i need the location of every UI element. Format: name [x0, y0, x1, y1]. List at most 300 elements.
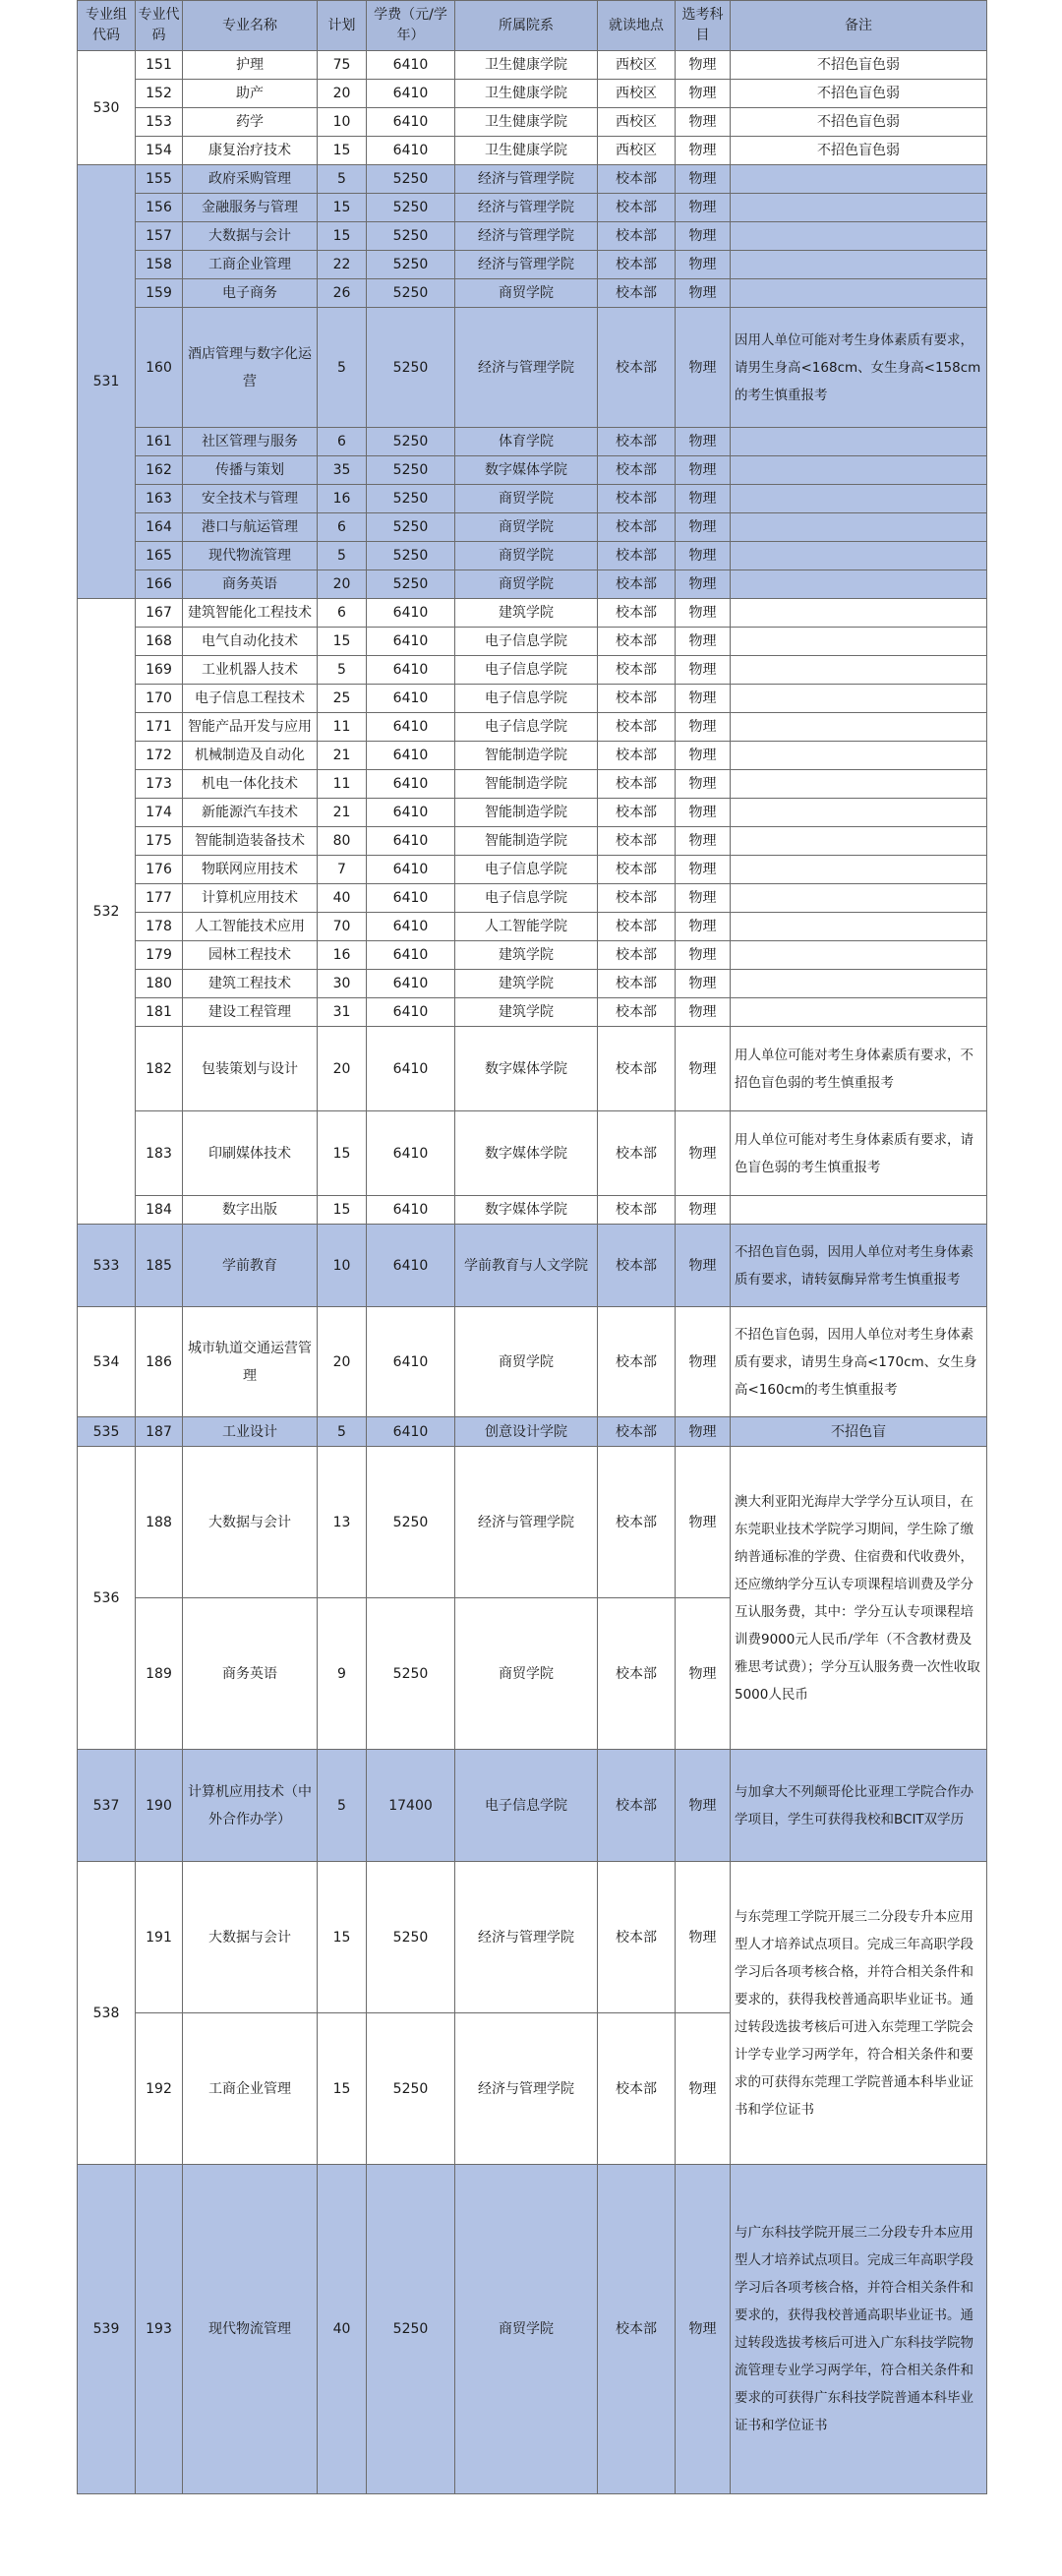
remark-cell: 因用人单位可能对考生身体素质有要求，请男生身高<168cm、女生身高<158cm的考生慎重报考	[731, 308, 987, 428]
campus-cell: 校本部	[598, 570, 676, 599]
college-cell: 数字媒体学院	[455, 456, 598, 485]
subject-cell: 物理	[676, 1862, 731, 2013]
fee-cell: 5250	[367, 308, 455, 428]
major-name-cell: 助产	[183, 80, 318, 108]
subject-cell: 物理	[676, 222, 731, 251]
campus-cell: 校本部	[598, 770, 676, 799]
table-row	[78, 998, 987, 1027]
subject-cell: 物理	[676, 941, 731, 970]
college-cell: 电子信息学院	[455, 685, 598, 713]
fee-cell: 5250	[367, 222, 455, 251]
major-code-cell: 169	[136, 656, 183, 685]
table-row	[78, 827, 987, 856]
group-code-cell: 538	[78, 1862, 136, 2165]
remark-cell	[731, 742, 987, 770]
remark-cell	[731, 456, 987, 485]
major-name-cell: 包装策划与设计	[183, 1027, 318, 1111]
campus-cell: 校本部	[598, 913, 676, 941]
fee-cell: 6410	[367, 685, 455, 713]
plan-cell: 70	[318, 913, 367, 941]
subject-cell: 物理	[676, 108, 731, 137]
header-remark: 备注	[731, 1, 987, 51]
table-row	[78, 913, 987, 941]
major-code-cell: 182	[136, 1027, 183, 1111]
fee-cell: 6410	[367, 913, 455, 941]
remark-cell: 澳大利亚阳光海岸大学学分互认项目，在东莞职业技术学院学习期间，学生除了缴纳普通标准的学费、住宿费和代收费外，还应缴纳学分互认专项课程培训费及学分互认服务费，其中：学分互认专项课程培训费9000元人民币/学年（不含教材费及雅思考试费）；学分互认服务费一次性收取5000人民币	[731, 1447, 987, 1750]
group-code-cell: 530	[78, 51, 136, 165]
major-name-cell: 园林工程技术	[183, 941, 318, 970]
plan-cell: 75	[318, 51, 367, 80]
group-code-cell: 532	[78, 599, 136, 1225]
fee-cell: 17400	[367, 1750, 455, 1862]
remark-cell	[731, 542, 987, 570]
fee-cell: 5250	[367, 2165, 455, 2494]
table-row	[78, 308, 987, 428]
subject-cell: 物理	[676, 80, 731, 108]
fee-cell: 6410	[367, 742, 455, 770]
major-code-cell: 178	[136, 913, 183, 941]
subject-cell: 物理	[676, 1447, 731, 1598]
major-name-cell: 电子信息工程技术	[183, 685, 318, 713]
remark-cell	[731, 970, 987, 998]
remark-cell: 不招色盲色弱	[731, 108, 987, 137]
major-code-cell: 187	[136, 1417, 183, 1447]
major-code-cell: 181	[136, 998, 183, 1027]
major-name-cell: 工业设计	[183, 1417, 318, 1447]
subject-cell: 物理	[676, 51, 731, 80]
campus-cell: 校本部	[598, 1111, 676, 1196]
subject-cell: 物理	[676, 251, 731, 279]
campus-cell: 校本部	[598, 1417, 676, 1447]
major-name-cell: 港口与航运管理	[183, 513, 318, 542]
major-code-cell: 175	[136, 827, 183, 856]
fee-cell: 6410	[367, 799, 455, 827]
campus-cell: 西校区	[598, 80, 676, 108]
major-code-cell: 153	[136, 108, 183, 137]
campus-cell: 校本部	[598, 251, 676, 279]
fee-cell: 6410	[367, 1307, 455, 1417]
major-name-cell: 智能产品开发与应用	[183, 713, 318, 742]
college-cell: 数字媒体学院	[455, 1027, 598, 1111]
major-name-cell: 物联网应用技术	[183, 856, 318, 884]
fee-cell: 6410	[367, 80, 455, 108]
subject-cell: 物理	[676, 194, 731, 222]
fee-cell: 5250	[367, 428, 455, 456]
campus-cell: 校本部	[598, 456, 676, 485]
table-row	[78, 485, 987, 513]
table-row	[78, 279, 987, 308]
major-code-cell: 162	[136, 456, 183, 485]
major-code-cell: 168	[136, 628, 183, 656]
major-code-cell: 173	[136, 770, 183, 799]
campus-cell: 校本部	[598, 194, 676, 222]
campus-cell: 校本部	[598, 2165, 676, 2494]
major-name-cell: 建筑工程技术	[183, 970, 318, 998]
subject-cell: 物理	[676, 770, 731, 799]
major-name-cell: 护理	[183, 51, 318, 80]
header-campus: 就读地点	[598, 1, 676, 51]
college-cell: 经济与管理学院	[455, 222, 598, 251]
remark-cell	[731, 222, 987, 251]
college-cell: 数字媒体学院	[455, 1111, 598, 1196]
major-name-cell: 电气自动化技术	[183, 628, 318, 656]
fee-cell: 5250	[367, 1598, 455, 1750]
subject-cell: 物理	[676, 1225, 731, 1307]
table-row	[78, 685, 987, 713]
major-name-cell: 商务英语	[183, 1598, 318, 1750]
college-cell: 经济与管理学院	[455, 308, 598, 428]
fee-cell: 6410	[367, 1027, 455, 1111]
college-cell: 电子信息学院	[455, 856, 598, 884]
college-cell: 卫生健康学院	[455, 137, 598, 165]
fee-cell: 5250	[367, 570, 455, 599]
plan-cell: 15	[318, 1111, 367, 1196]
campus-cell: 校本部	[598, 1027, 676, 1111]
table-row	[78, 2165, 987, 2494]
plan-cell: 7	[318, 856, 367, 884]
major-code-cell: 151	[136, 51, 183, 80]
major-name-cell: 建设工程管理	[183, 998, 318, 1027]
major-code-cell: 186	[136, 1307, 183, 1417]
campus-cell: 校本部	[598, 1307, 676, 1417]
remark-cell	[731, 770, 987, 799]
table-row	[78, 542, 987, 570]
campus-cell: 西校区	[598, 137, 676, 165]
table-row	[78, 1027, 987, 1111]
college-cell: 经济与管理学院	[455, 165, 598, 194]
fee-cell: 6410	[367, 770, 455, 799]
fee-cell: 5250	[367, 513, 455, 542]
major-code-cell: 154	[136, 137, 183, 165]
subject-cell: 物理	[676, 742, 731, 770]
major-name-cell: 现代物流管理	[183, 542, 318, 570]
fee-cell: 5250	[367, 165, 455, 194]
major-name-cell: 智能制造装备技术	[183, 827, 318, 856]
major-code-cell: 190	[136, 1750, 183, 1862]
table-row	[78, 1111, 987, 1196]
campus-cell: 西校区	[598, 51, 676, 80]
remark-cell: 与东莞理工学院开展三二分段专升本应用型人才培养试点项目。完成三年高职学段学习后各项考核合格，并符合相关条件和要求的，获得我校普通高职毕业证书。通过转段选拔考核后可进入东莞理工学院会计学专业学习两学年，符合相关条件和要求的可获得东莞理工学院普通本科毕业证书和学位证书	[731, 1862, 987, 2165]
fee-cell: 5250	[367, 456, 455, 485]
campus-cell: 校本部	[598, 742, 676, 770]
subject-cell: 物理	[676, 685, 731, 713]
college-cell: 创意设计学院	[455, 1417, 598, 1447]
plan-cell: 15	[318, 1862, 367, 2013]
major-code-cell: 192	[136, 2013, 183, 2165]
header-fee: 学费（元/学年）	[367, 1, 455, 51]
plan-cell: 15	[318, 2013, 367, 2165]
campus-cell: 校本部	[598, 1862, 676, 2013]
plan-cell: 15	[318, 222, 367, 251]
plan-cell: 5	[318, 1750, 367, 1862]
major-code-cell: 163	[136, 485, 183, 513]
major-code-cell: 176	[136, 856, 183, 884]
plan-cell: 40	[318, 884, 367, 913]
admission-plan-table	[77, 0, 987, 2494]
major-name-cell: 数字出版	[183, 1196, 318, 1225]
fee-cell: 6410	[367, 970, 455, 998]
campus-cell: 校本部	[598, 656, 676, 685]
college-cell: 智能制造学院	[455, 799, 598, 827]
remark-cell	[731, 941, 987, 970]
plan-cell: 6	[318, 599, 367, 628]
campus-cell: 校本部	[598, 856, 676, 884]
remark-cell: 不招色盲色弱，因用人单位对考生身体素质有要求，请转氨酶异常考生慎重报考	[731, 1225, 987, 1307]
table-row	[78, 1862, 987, 2013]
remark-cell	[731, 998, 987, 1027]
remark-cell	[731, 856, 987, 884]
plan-cell: 26	[318, 279, 367, 308]
remark-cell: 不招色盲色弱	[731, 51, 987, 80]
remark-cell	[731, 570, 987, 599]
campus-cell: 校本部	[598, 1598, 676, 1750]
table-row	[78, 80, 987, 108]
remark-cell	[731, 656, 987, 685]
major-name-cell: 康复治疗技术	[183, 137, 318, 165]
table-row	[78, 1307, 987, 1417]
major-name-cell: 新能源汽车技术	[183, 799, 318, 827]
campus-cell: 校本部	[598, 827, 676, 856]
subject-cell: 物理	[676, 485, 731, 513]
header-group-code: 专业组代码	[78, 1, 136, 51]
major-code-cell: 177	[136, 884, 183, 913]
group-code-cell: 537	[78, 1750, 136, 1862]
major-name-cell: 城市轨道交通运营管理	[183, 1307, 318, 1417]
table-header-row	[78, 1, 987, 51]
remark-cell	[731, 599, 987, 628]
table-row	[78, 970, 987, 998]
college-cell: 卫生健康学院	[455, 108, 598, 137]
remark-cell: 与广东科技学院开展三二分段专升本应用型人才培养试点项目。完成三年高职学段学习后各项考核合格，并符合相关条件和要求的，获得我校普通高职毕业证书。通过转段选拔考核后可进入广东科技学院物流管理专业学习两学年，符合相关条件和要求的可获得广东科技学院普通本科毕业证书和学位证书	[731, 2165, 987, 2494]
table-row	[78, 1447, 987, 1598]
plan-cell: 11	[318, 770, 367, 799]
group-code-cell: 531	[78, 165, 136, 599]
fee-cell: 6410	[367, 599, 455, 628]
fee-cell: 6410	[367, 51, 455, 80]
major-name-cell: 大数据与会计	[183, 1447, 318, 1598]
group-code-cell: 533	[78, 1225, 136, 1307]
table-row	[78, 222, 987, 251]
plan-cell: 5	[318, 308, 367, 428]
remark-cell	[731, 1196, 987, 1225]
subject-cell: 物理	[676, 1196, 731, 1225]
subject-cell: 物理	[676, 2013, 731, 2165]
major-name-cell: 建筑智能化工程技术	[183, 599, 318, 628]
remark-cell	[731, 251, 987, 279]
campus-cell: 校本部	[598, 599, 676, 628]
campus-cell: 校本部	[598, 485, 676, 513]
major-code-cell: 161	[136, 428, 183, 456]
major-name-cell: 人工智能技术应用	[183, 913, 318, 941]
college-cell: 商贸学院	[455, 279, 598, 308]
table-row	[78, 884, 987, 913]
remark-cell	[731, 485, 987, 513]
plan-cell: 25	[318, 685, 367, 713]
remark-cell	[731, 194, 987, 222]
fee-cell: 6410	[367, 108, 455, 137]
college-cell: 数字媒体学院	[455, 1196, 598, 1225]
college-cell: 智能制造学院	[455, 827, 598, 856]
major-code-cell: 160	[136, 308, 183, 428]
campus-cell: 校本部	[598, 279, 676, 308]
fee-cell: 5250	[367, 2013, 455, 2165]
major-name-cell: 大数据与会计	[183, 222, 318, 251]
subject-cell: 物理	[676, 1111, 731, 1196]
campus-cell: 校本部	[598, 713, 676, 742]
college-cell: 电子信息学院	[455, 656, 598, 685]
admission-plan-table-container	[77, 0, 986, 2494]
remark-cell	[731, 913, 987, 941]
subject-cell: 物理	[676, 165, 731, 194]
table-row	[78, 165, 987, 194]
fee-cell: 5250	[367, 194, 455, 222]
plan-cell: 20	[318, 80, 367, 108]
campus-cell: 校本部	[598, 513, 676, 542]
fee-cell: 6410	[367, 856, 455, 884]
remark-cell	[731, 827, 987, 856]
campus-cell: 校本部	[598, 542, 676, 570]
fee-cell: 6410	[367, 656, 455, 685]
subject-cell: 物理	[676, 827, 731, 856]
campus-cell: 西校区	[598, 108, 676, 137]
major-code-cell: 152	[136, 80, 183, 108]
plan-cell: 80	[318, 827, 367, 856]
college-cell: 商贸学院	[455, 485, 598, 513]
major-code-cell: 171	[136, 713, 183, 742]
major-name-cell: 商务英语	[183, 570, 318, 599]
college-cell: 经济与管理学院	[455, 194, 598, 222]
major-code-cell: 172	[136, 742, 183, 770]
major-code-cell: 167	[136, 599, 183, 628]
college-cell: 电子信息学院	[455, 884, 598, 913]
major-code-cell: 155	[136, 165, 183, 194]
major-code-cell: 174	[136, 799, 183, 827]
major-name-cell: 机电一体化技术	[183, 770, 318, 799]
fee-cell: 6410	[367, 827, 455, 856]
major-code-cell: 189	[136, 1598, 183, 1750]
campus-cell: 校本部	[598, 1447, 676, 1598]
subject-cell: 物理	[676, 970, 731, 998]
subject-cell: 物理	[676, 2165, 731, 2494]
subject-cell: 物理	[676, 1027, 731, 1111]
header-subject: 选考科目	[676, 1, 731, 51]
fee-cell: 5250	[367, 485, 455, 513]
campus-cell: 校本部	[598, 970, 676, 998]
table-body	[78, 51, 987, 2494]
plan-cell: 20	[318, 1027, 367, 1111]
major-name-cell: 大数据与会计	[183, 1862, 318, 2013]
college-cell: 建筑学院	[455, 599, 598, 628]
table-row	[78, 456, 987, 485]
plan-cell: 30	[318, 970, 367, 998]
plan-cell: 20	[318, 570, 367, 599]
major-code-cell: 159	[136, 279, 183, 308]
fee-cell: 5250	[367, 1447, 455, 1598]
subject-cell: 物理	[676, 913, 731, 941]
subject-cell: 物理	[676, 279, 731, 308]
college-cell: 经济与管理学院	[455, 1447, 598, 1598]
plan-cell: 5	[318, 656, 367, 685]
major-code-cell: 164	[136, 513, 183, 542]
table-row	[78, 656, 987, 685]
table-row	[78, 428, 987, 456]
major-code-cell: 184	[136, 1196, 183, 1225]
fee-cell: 6410	[367, 1417, 455, 1447]
remark-cell: 与加拿大不列颠哥伦比亚理工学院合作办学项目，学生可获得我校和BCIT双学历	[731, 1750, 987, 1862]
subject-cell: 物理	[676, 456, 731, 485]
college-cell: 商贸学院	[455, 513, 598, 542]
college-cell: 电子信息学院	[455, 713, 598, 742]
remark-cell	[731, 713, 987, 742]
major-name-cell: 工商企业管理	[183, 2013, 318, 2165]
major-code-cell: 191	[136, 1862, 183, 2013]
remark-cell	[731, 799, 987, 827]
major-name-cell: 现代物流管理	[183, 2165, 318, 2494]
major-code-cell: 179	[136, 941, 183, 970]
table-row	[78, 1196, 987, 1225]
table-row	[78, 599, 987, 628]
subject-cell: 物理	[676, 428, 731, 456]
subject-cell: 物理	[676, 656, 731, 685]
college-cell: 商贸学院	[455, 542, 598, 570]
college-cell: 商贸学院	[455, 570, 598, 599]
plan-cell: 22	[318, 251, 367, 279]
subject-cell: 物理	[676, 1307, 731, 1417]
table-row	[78, 513, 987, 542]
subject-cell: 物理	[676, 799, 731, 827]
campus-cell: 校本部	[598, 428, 676, 456]
college-cell: 建筑学院	[455, 941, 598, 970]
major-name-cell: 工业机器人技术	[183, 656, 318, 685]
major-name-cell: 金融服务与管理	[183, 194, 318, 222]
campus-cell: 校本部	[598, 799, 676, 827]
college-cell: 智能制造学院	[455, 742, 598, 770]
group-code-cell: 534	[78, 1307, 136, 1417]
remark-cell	[731, 513, 987, 542]
major-name-cell: 社区管理与服务	[183, 428, 318, 456]
campus-cell: 校本部	[598, 998, 676, 1027]
subject-cell: 物理	[676, 137, 731, 165]
major-code-cell: 156	[136, 194, 183, 222]
header-major-code: 专业代码	[136, 1, 183, 51]
plan-cell: 6	[318, 513, 367, 542]
college-cell: 商贸学院	[455, 1598, 598, 1750]
college-cell: 人工智能学院	[455, 913, 598, 941]
remark-cell	[731, 628, 987, 656]
major-code-cell: 170	[136, 685, 183, 713]
plan-cell: 21	[318, 799, 367, 827]
plan-cell: 16	[318, 941, 367, 970]
fee-cell: 6410	[367, 1111, 455, 1196]
table-row	[78, 856, 987, 884]
campus-cell: 校本部	[598, 308, 676, 428]
plan-cell: 16	[318, 485, 367, 513]
college-cell: 经济与管理学院	[455, 1862, 598, 2013]
table-row	[78, 742, 987, 770]
header-plan: 计划	[318, 1, 367, 51]
plan-cell: 15	[318, 1196, 367, 1225]
campus-cell: 校本部	[598, 628, 676, 656]
table-row	[78, 1750, 987, 1862]
plan-cell: 40	[318, 2165, 367, 2494]
table-row	[78, 799, 987, 827]
college-cell: 电子信息学院	[455, 628, 598, 656]
plan-cell: 21	[318, 742, 367, 770]
plan-cell: 31	[318, 998, 367, 1027]
subject-cell: 物理	[676, 884, 731, 913]
fee-cell: 5250	[367, 542, 455, 570]
remark-cell: 不招色盲	[731, 1417, 987, 1447]
